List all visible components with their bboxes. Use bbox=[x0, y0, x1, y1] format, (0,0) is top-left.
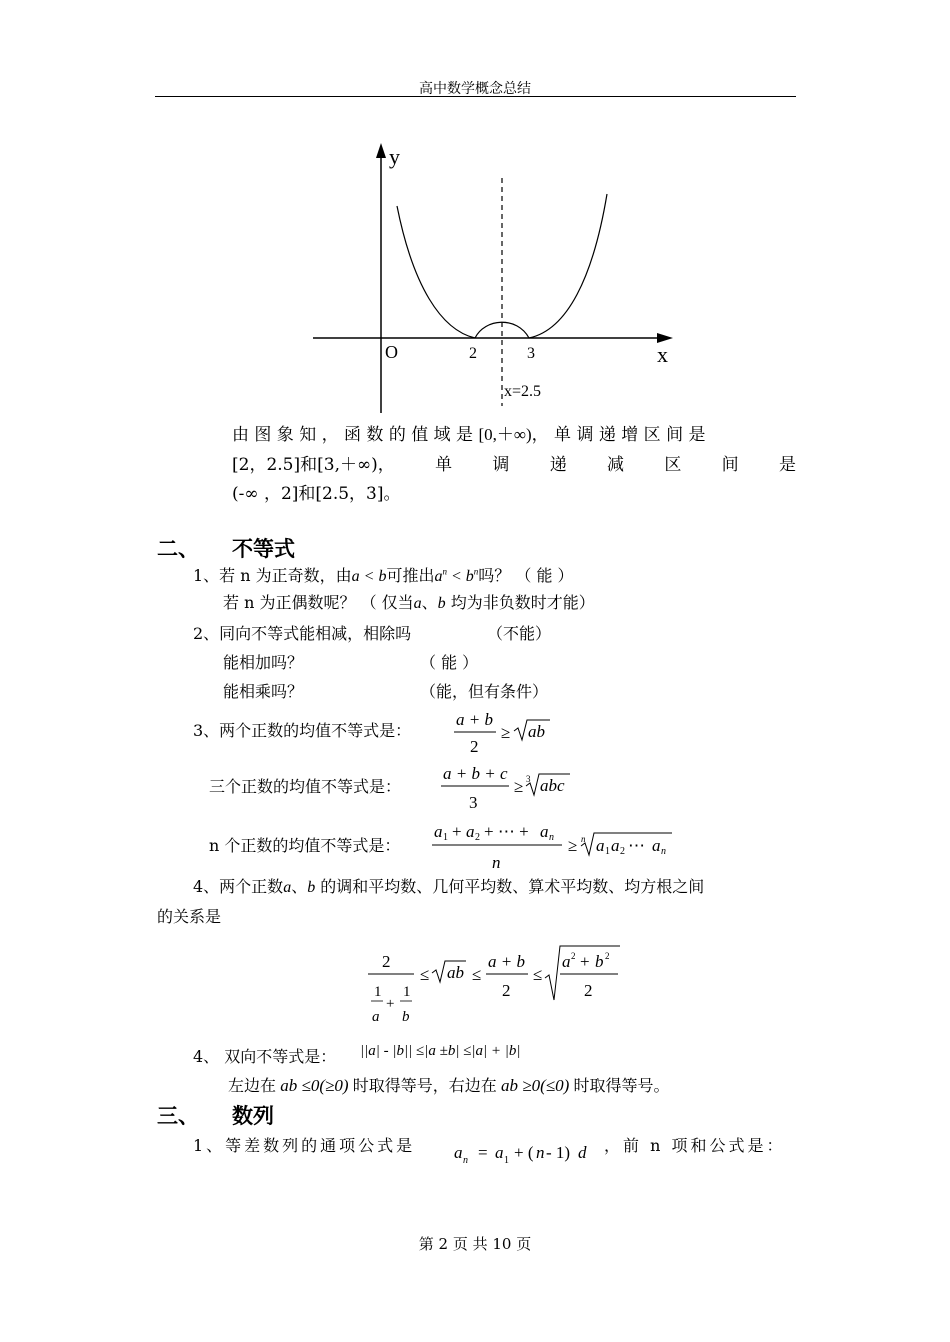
section-2-number: 二、 bbox=[157, 536, 199, 561]
formula-triangle-inequality: ||a| - |b|| ≤|a ±b| ≤|a| + |b| bbox=[360, 1043, 521, 1059]
svg-text:2: 2 bbox=[382, 952, 391, 971]
formula-am-gm-3 bbox=[437, 760, 577, 815]
svg-text:- 1): - 1) bbox=[546, 1143, 571, 1162]
svg-text:1: 1 bbox=[605, 846, 610, 857]
section-3-title: 数列 bbox=[232, 1103, 274, 1128]
svg-text:n: n bbox=[492, 853, 501, 872]
formula-arithmetic-nth-term bbox=[452, 1138, 602, 1170]
svg-text:+ (: + ( bbox=[514, 1143, 534, 1162]
svg-text:n: n bbox=[463, 1155, 468, 1166]
ineq-item-2-mul: 能相乘吗？ bbox=[223, 682, 304, 701]
ineq-item-1-even-prefix: 若 n 为正偶数呢？ （ 仅当 bbox=[223, 593, 414, 612]
svg-text:a: a bbox=[372, 1009, 380, 1025]
ineq-item-1-suffix: 吗？ （ 能 ） bbox=[478, 566, 574, 585]
svg-text:a: a bbox=[611, 836, 620, 855]
svg-text:≥: ≥ bbox=[568, 836, 578, 855]
origin-label: O bbox=[385, 342, 398, 362]
graph-note-line-1 bbox=[232, 420, 796, 445]
ineq-item-5-note-right: 时取得等号。 bbox=[573, 1076, 670, 1095]
page-footer: 第 2 页 共 10 页 bbox=[418, 1235, 532, 1253]
svg-text:n: n bbox=[549, 832, 554, 843]
decreasing-intervals: (-∞ ，2]和[2.5，3]。 bbox=[232, 484, 401, 504]
y-axis-label: y bbox=[389, 144, 400, 169]
seq-item-1-suffix: ，前 n 项和公式是： bbox=[604, 1136, 786, 1155]
svg-text:2: 2 bbox=[571, 951, 576, 961]
ineq-item-3-two: 3、两个正数的均值不等式是： bbox=[193, 721, 412, 740]
header-rule bbox=[155, 96, 796, 97]
formula-an-lt-bn: $a^n < b^n$ bbox=[434, 566, 479, 585]
svg-text:≤: ≤ bbox=[420, 965, 430, 984]
ineq-item-4-suffix: 的调和平均数、几何平均数、算术平均数、均方根之间 bbox=[320, 877, 705, 896]
svg-text:a: a bbox=[454, 1143, 463, 1162]
page-header: 高中数学概念总结 bbox=[419, 81, 531, 97]
svg-text:≥: ≥ bbox=[501, 723, 511, 742]
formula-a-lt-b: a < b bbox=[351, 568, 387, 585]
ineq-item-1-prefix: 1、若 n 为正奇数，由 bbox=[193, 566, 352, 585]
function-graph bbox=[305, 138, 685, 418]
asymptote-label: x=2.5 bbox=[504, 383, 542, 400]
svg-text:=: = bbox=[478, 1143, 488, 1162]
ineq-item-2-answer: （不能） bbox=[487, 624, 552, 643]
svg-text:n: n bbox=[581, 834, 586, 844]
graph-note-word: 是 bbox=[778, 455, 796, 475]
svg-text:≤: ≤ bbox=[533, 965, 543, 984]
svg-text:2: 2 bbox=[502, 981, 511, 1000]
svg-text:+: + bbox=[386, 996, 395, 1012]
ineq-item-4-line-2: 的关系是 bbox=[157, 907, 222, 926]
svg-text:d: d bbox=[578, 1143, 587, 1162]
svg-text:+ ⋯ +: + ⋯ + bbox=[484, 822, 529, 841]
svg-text:2: 2 bbox=[620, 846, 625, 857]
ineq-item-4-prefix: 4、两个正数 bbox=[193, 877, 284, 896]
svg-text:1: 1 bbox=[443, 832, 448, 843]
section-2-title: 不等式 bbox=[232, 536, 295, 561]
svg-text:2: 2 bbox=[605, 951, 610, 961]
svg-text:2: 2 bbox=[584, 981, 593, 1000]
ineq-item-5-note: 左边在 ab ≤0(≥0) 时取得等号，右边在 ab ≥0(≤0) 时取得等号。 bbox=[228, 1076, 670, 1095]
svg-text:ab: ab bbox=[447, 963, 464, 982]
svg-text:≤: ≤ bbox=[472, 965, 482, 984]
svg-text:2: 2 bbox=[470, 737, 479, 756]
svg-text:1: 1 bbox=[374, 984, 382, 1000]
svg-text:+: + bbox=[580, 952, 590, 971]
svg-text:3: 3 bbox=[469, 793, 478, 812]
svg-text:+: + bbox=[452, 822, 462, 841]
ineq-item-3-three: 三个正数的均值不等式是： bbox=[209, 777, 402, 796]
ineq-item-5-label: 4、 双向不等式是： bbox=[193, 1047, 337, 1066]
svg-text:a: a bbox=[562, 952, 571, 971]
y-axis-arrow-icon bbox=[376, 143, 386, 158]
graph-note-word: 调 bbox=[492, 455, 510, 475]
svg-text:1: 1 bbox=[504, 1155, 509, 1166]
graph-note-word: 区 bbox=[664, 455, 682, 475]
graph-note-text-2: ， 单 调 递 增 区 间 是 bbox=[531, 425, 706, 445]
svg-text:ab: ab bbox=[528, 722, 545, 741]
svg-text:a + b: a + b bbox=[456, 710, 493, 729]
curve-left bbox=[397, 206, 475, 338]
ineq-item-3-n: n 个正数的均值不等式是： bbox=[209, 836, 401, 855]
graph-note-line-2 bbox=[232, 450, 796, 475]
svg-text:a: a bbox=[540, 822, 549, 841]
ineq-item-1-even: 若 n 为正偶数呢？ （ 仅当a、b 均为非负数时才能） bbox=[223, 593, 595, 612]
svg-text:b: b bbox=[402, 1009, 410, 1025]
formula-mean-chain bbox=[362, 940, 632, 1032]
svg-text:a + b + c: a + b + c bbox=[443, 764, 508, 783]
tick-label-3: 3 bbox=[527, 345, 535, 362]
svg-text:a + b: a + b bbox=[488, 952, 525, 971]
ineq-item-4-line-1: 4、两个正数a、b 的调和平均数、几何平均数、算术平均数、均方根之间 bbox=[193, 877, 705, 896]
svg-text:a: a bbox=[652, 836, 661, 855]
curve-right bbox=[529, 194, 607, 338]
ineq-item-5-note-left: 左边在 bbox=[228, 1076, 277, 1095]
svg-text:abc: abc bbox=[540, 776, 565, 795]
ineq-item-1-mid: 可推出 bbox=[386, 566, 435, 585]
tick-label-2: 2 bbox=[469, 345, 477, 362]
section-3-number: 三、 bbox=[157, 1103, 199, 1128]
ineq-item-2-mul-answer: （能，但有条件） bbox=[420, 682, 549, 701]
ineq-item-1-even-suffix: 均为非负数时才能） bbox=[450, 593, 595, 612]
graph-note-word: 递 bbox=[549, 455, 567, 475]
svg-text:n: n bbox=[536, 1143, 545, 1162]
seq-item-1-prefix: 1、等差数列的通项公式是 bbox=[193, 1136, 416, 1155]
formula-a-b-list: a bbox=[413, 595, 422, 612]
svg-text:a: a bbox=[495, 1143, 504, 1162]
ineq-item-5-note-mid: 时取得等号，右边在 bbox=[352, 1076, 497, 1095]
svg-text:3: 3 bbox=[526, 774, 531, 784]
range-formula: [0,＋∞) bbox=[478, 425, 532, 444]
svg-text:a: a bbox=[466, 822, 475, 841]
ineq-item-2-add: 能相加吗？ bbox=[223, 653, 304, 672]
ineq-item-2: 2、同向不等式能相减，相除吗 bbox=[193, 624, 412, 643]
svg-text:2: 2 bbox=[475, 832, 480, 843]
ineq-item-1 bbox=[193, 563, 574, 586]
svg-text:a: a bbox=[434, 822, 443, 841]
ineq-item-2-add-answer: （ 能 ） bbox=[420, 653, 479, 672]
graph-note-word: 减 bbox=[607, 455, 625, 475]
svg-text:n: n bbox=[661, 846, 666, 857]
graph-note-text-1: 由 图 象 知 ， 函 数 的 值 域 是 bbox=[232, 425, 474, 445]
svg-text:≥: ≥ bbox=[514, 777, 524, 796]
x-axis-label: x bbox=[657, 342, 668, 367]
svg-text:1: 1 bbox=[403, 984, 411, 1000]
formula-am-gm-n bbox=[430, 818, 680, 874]
graph-note-word: 单 bbox=[435, 455, 453, 475]
increasing-intervals: [2，2.5]和[3,＋∞)， bbox=[232, 455, 395, 475]
svg-text:⋯: ⋯ bbox=[628, 836, 645, 855]
svg-text:a: a bbox=[596, 836, 605, 855]
graph-note-word: 间 bbox=[721, 455, 739, 475]
svg-text:b: b bbox=[595, 952, 604, 971]
formula-am-gm-2 bbox=[448, 706, 558, 758]
